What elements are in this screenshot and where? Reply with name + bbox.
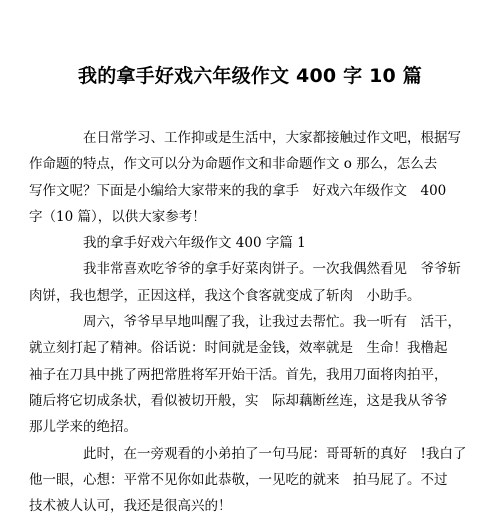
text-line: 周六，爷爷早早地叫醒了我，让我过去帮忙。我一听有 活干， (83, 314, 461, 331)
section-heading: 我的拿手好戏六年级作文 400 字篇 1 (83, 235, 306, 252)
intro-paragraph (29, 125, 461, 230)
body-paragraph (29, 309, 461, 440)
document-body (29, 125, 467, 519)
text-line: 随后将它切成条状，看似被切开般，实 际却藕断丝连，这是我从爷爷 (29, 392, 448, 409)
text-line: 此时，在一旁观看的小弟拍了一句马屁：哥哥斩的真好 !我白了 (83, 445, 467, 462)
text-line: 肉饼，我也想学，正因这样，我这个食客就变成了斩肉 小助手。 (29, 287, 421, 304)
text-line: 写作文呢？下面是小编给大家带来的我的拿手 好戏六年级作文 400 (29, 182, 447, 199)
text-line: 技术被人认可，我还是很高兴的！ (29, 498, 232, 515)
text-line: 字（10 篇），以供大家参考！ (29, 208, 206, 225)
text-line: 我非常喜欢吃爷爷的拿手好菜肉饼子。一次我偶然看见 爷爷斩 (83, 261, 461, 278)
body-paragraph (29, 441, 467, 520)
document-title: 我的拿手好戏六年级作文 400 字 10 篇 (78, 65, 422, 87)
body-paragraph (29, 256, 461, 309)
text-line: 袖子在刀具中挑了两把常胜将军开始干活。首先，我用刀面将肉拍平， (29, 366, 448, 383)
text-line: 就立刻打起了精神。俗话说：时间就是金钱，效率就是 生命！我橹起 (29, 340, 448, 357)
text-line: 在日常学习、工作抑或是生活中，大家都接触过作文吧，根据写 (83, 130, 461, 146)
text-line: 他一眼，心想：平常不见你如此恭敬，一见吃的就来 拍马屁了。不过 (29, 471, 448, 488)
text-line: 那儿学来的绝招。 (29, 419, 137, 436)
text-line: 作命题的特点，作文可以分为命题作文和非命题作文 o 那么，怎么去 (29, 156, 438, 173)
